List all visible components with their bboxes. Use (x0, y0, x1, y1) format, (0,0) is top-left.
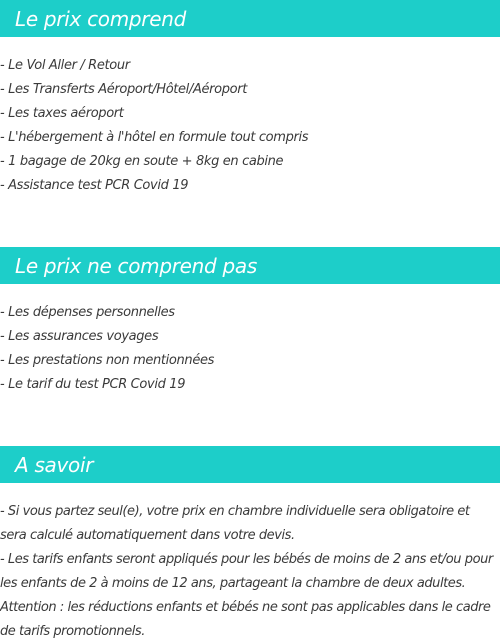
list-item: - Les Transferts Aéroport/Hôtel/Aéroport (0, 82, 248, 97)
list-item: - Assistance test PCR Covid 19 (0, 178, 189, 193)
section-title-info: A savoir (15, 452, 94, 477)
list-item: - Les dépenses personnelles (0, 305, 175, 320)
section-header-info (0, 446, 500, 483)
info-line: Attention : les réductions enfants et bébés ne sont pas applicables dans le cadre (0, 600, 491, 615)
info-line: - Si vous partez seul(e), votre prix en chambre individuelle sera obligatoire et (0, 504, 470, 519)
section-title-included: Le prix comprend (15, 6, 186, 31)
info-line: de tarifs promotionnels. (0, 624, 145, 639)
excluded-list (0, 301, 500, 397)
info-line: sera calculé automatiquement dans votre devis. (0, 528, 295, 543)
list-item: - Les prestations non mentionnées (0, 353, 215, 368)
info-line: les enfants de 2 à moins de 12 ans, partageant la chambre de deux adultes. (0, 576, 466, 591)
list-item: - Le Vol Aller / Retour (0, 58, 130, 73)
info-paragraph (0, 500, 500, 644)
section-header-excluded (0, 247, 500, 284)
section-title-excluded: Le prix ne comprend pas (15, 253, 257, 278)
list-item: - 1 bagage de 20kg en soute + 8kg en cabine (0, 154, 284, 169)
info-line: - Les tarifs enfants seront appliqués pour les bébés de moins de 2 ans et/ou pour (0, 552, 493, 567)
section-header-included (0, 0, 500, 37)
list-item: - L'hébergement à l'hôtel en formule tout compris (0, 130, 309, 145)
list-item: - Les assurances voyages (0, 329, 159, 344)
included-list (0, 54, 500, 198)
list-item: - Les taxes aéroport (0, 106, 124, 121)
list-item: - Le tarif du test PCR Covid 19 (0, 377, 186, 392)
